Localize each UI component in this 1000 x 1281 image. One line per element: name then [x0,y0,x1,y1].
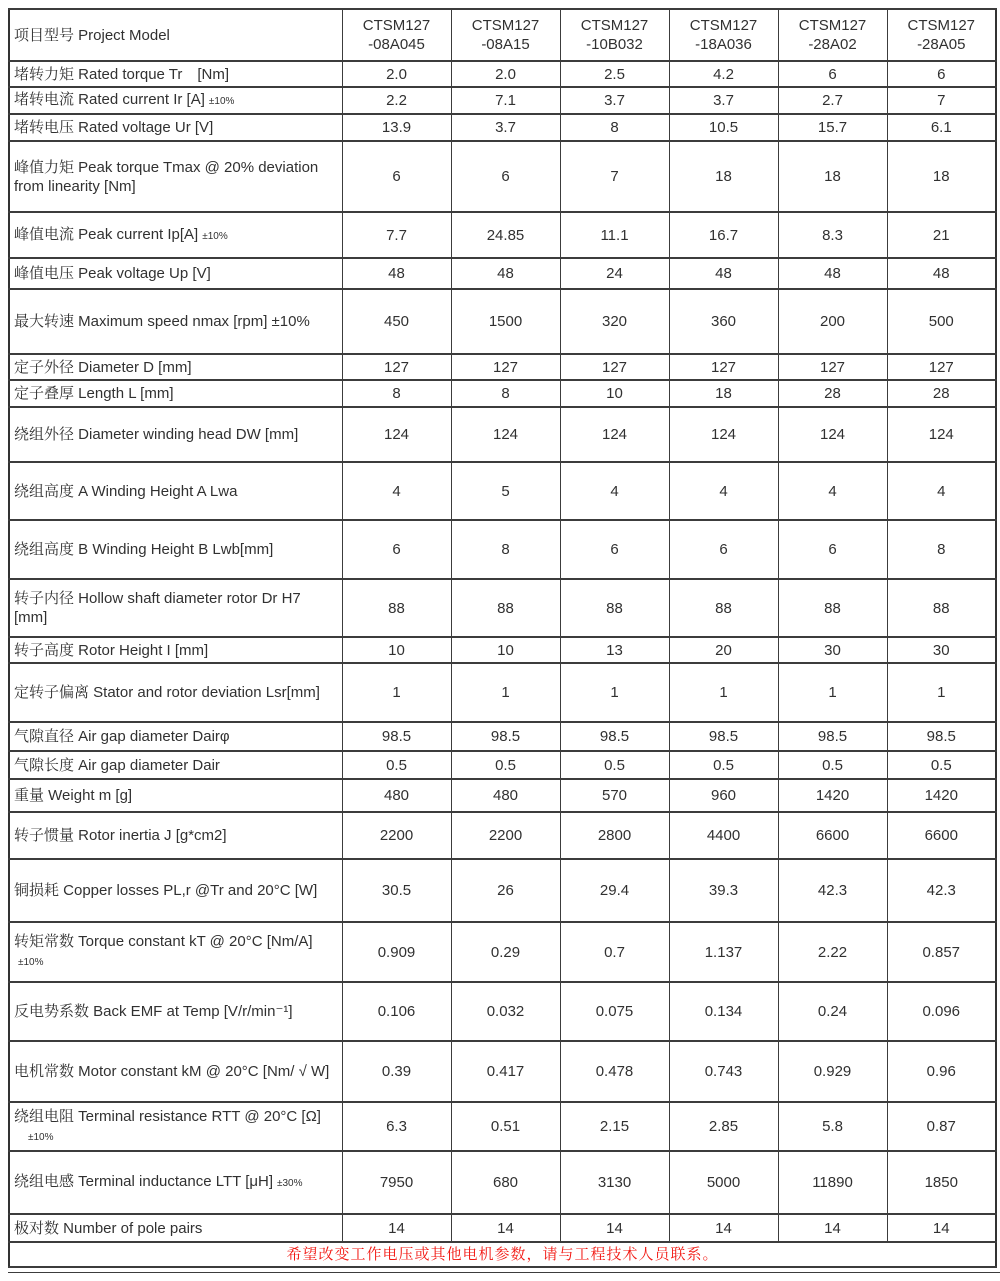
spec-value: 29.4 [560,859,669,922]
spec-value: 1 [342,663,451,722]
model-suffix: -18A036 [695,36,752,53]
spec-row [9,859,996,922]
project-model-header: 项目型号 Project Model [9,9,342,61]
model-suffix: -28A02 [808,36,857,53]
spec-value: 4 [560,462,669,520]
row-label-text: 定转子偏离 Stator and rotor deviation Lsr[mm] [14,684,320,701]
spec-row [9,579,996,637]
spec-row [9,663,996,722]
spec-value: 2.5 [560,61,669,87]
row-label-text: 定子外径 Diameter D [mm] [14,358,192,376]
spec-value: 0.5 [560,751,669,779]
spec-value: 28 [887,380,996,407]
row-label-text: 转矩常数 Torque constant kT @ 20°C [Nm/A] [14,933,313,950]
spec-value: 6 [560,520,669,579]
spec-value: 48 [669,258,778,289]
row-label-text: 气隙长度 Air gap diameter Dair [14,756,220,774]
spec-value: 18 [669,380,778,407]
spec-value: 26 [451,859,560,922]
spec-value: 0.909 [342,922,451,982]
spec-value: 1420 [887,779,996,812]
spec-value: 1850 [887,1151,996,1214]
spec-value: 0.5 [342,751,451,779]
spec-value: 0.5 [451,751,560,779]
row-label-text: 极对数 Number of pole pairs [14,1219,203,1237]
model-suffix: -08A045 [368,36,425,53]
spec-row [9,722,996,751]
model-suffix: -08A15 [481,36,530,53]
spec-row [9,212,996,258]
spec-row [9,289,996,354]
spec-value: 127 [778,354,887,380]
row-label-text: 转子内径 Hollow shaft diameter rotor Dr H7 [mm] [14,590,301,626]
motor-spec-table [8,8,997,1268]
spec-value: 8 [887,520,996,579]
spec-value: 18 [669,141,778,212]
spec-value: 16.7 [669,212,778,258]
spec-value: 0.5 [669,751,778,779]
row-label-text: 绕组高度 A Winding Height A Lwa [14,482,238,500]
spec-value: 1 [669,663,778,722]
row-label [9,779,342,812]
spec-value: 2.85 [669,1102,778,1151]
spec-value: 8 [451,380,560,407]
spec-value: 0.51 [451,1102,560,1151]
spec-value: 127 [887,354,996,380]
spec-value: 3130 [560,1151,669,1214]
spec-value: 88 [778,579,887,637]
spec-value: 6 [451,141,560,212]
row-label [9,1214,342,1242]
spec-row [9,87,996,114]
spec-value: 124 [342,407,451,462]
spec-value: 10 [451,637,560,663]
spec-value: 0.032 [451,982,560,1041]
spec-value: 6 [778,61,887,87]
row-label [9,141,342,212]
tolerance-note: ±10% [18,957,44,968]
spec-value: 48 [887,258,996,289]
spec-value: 127 [342,354,451,380]
spec-value: 3.7 [560,87,669,114]
spec-value: 98.5 [778,722,887,751]
spec-value: 88 [560,579,669,637]
row-label [9,61,342,87]
row-label [9,212,342,258]
model-name: CTSM127 [798,17,867,34]
spec-value: 6.3 [342,1102,451,1151]
spec-value: 88 [669,579,778,637]
spec-value: 1420 [778,779,887,812]
spec-value: 98.5 [669,722,778,751]
row-label-text: 铜损耗 Copper losses PL,r @Tr and 20°C [W] [14,882,318,899]
model-column-header [560,9,669,61]
row-label [9,407,342,462]
spec-value: 680 [451,1151,560,1214]
spec-value: 2200 [342,812,451,859]
row-label-text: 重量 Weight m [g] [14,787,133,804]
spec-value: 4400 [669,812,778,859]
model-column-header [887,9,996,61]
row-label [9,982,342,1041]
row-label-text: 堵转电流 Rated current Ir [A] [14,91,205,108]
spec-row [9,1151,996,1214]
row-label-text: 转子惯量 Rotor inertia J [g*cm2] [14,827,227,844]
spec-value: 14 [669,1214,778,1242]
spec-value: 0.29 [451,922,560,982]
row-label [9,579,342,637]
row-label-text: 堵转电压 Rated voltage Ur [V] [14,119,214,136]
spec-row [9,520,996,579]
spec-value: 127 [669,354,778,380]
spec-value: 6.1 [887,114,996,141]
spec-value: 7 [560,141,669,212]
row-label [9,462,342,520]
spec-value: 2.7 [778,87,887,114]
tolerance-note: ±10% [202,230,228,242]
spec-row [9,407,996,462]
row-label-text: 峰值电流 Peak current Ip[A] [14,225,199,243]
spec-row [9,637,996,663]
row-label [9,722,342,751]
spec-value: 0.743 [669,1041,778,1102]
spec-row [9,258,996,289]
spec-value: 1.137 [669,922,778,982]
spec-value: 6 [887,61,996,87]
spec-value: 0.87 [887,1102,996,1151]
spec-value: 1500 [451,289,560,354]
model-column-header [342,9,451,61]
row-label [9,289,342,354]
spec-value: 2.0 [342,61,451,87]
spec-value: 4 [778,462,887,520]
spec-row [9,1041,996,1102]
spec-value: 3.7 [669,87,778,114]
spec-value: 7 [887,87,996,114]
spec-value: 10.5 [669,114,778,141]
spec-value: 6 [778,520,887,579]
spec-row [9,1214,996,1242]
row-label-text: 反电势系数 Back EMF at Temp [V/r/min⁻¹] [14,1003,293,1020]
spec-value: 42.3 [778,859,887,922]
footer-row [9,1242,996,1267]
spec-value: 4.2 [669,61,778,87]
spec-value: 6 [342,520,451,579]
header-row [9,9,996,61]
row-label [9,637,342,663]
row-label [9,751,342,779]
row-label-text: 最大转速 Maximum speed nmax [rpm] ±10% [14,313,310,330]
spec-value: 13.9 [342,114,451,141]
spec-value: 8 [342,380,451,407]
spec-value: 18 [778,141,887,212]
spec-value: 28 [778,380,887,407]
spec-value: 4 [342,462,451,520]
model-name: CTSM127 [471,17,540,34]
spec-value: 1 [778,663,887,722]
row-label [9,1151,342,1214]
spec-value: 10 [560,380,669,407]
row-label [9,87,342,114]
spec-row [9,380,996,407]
spec-value: 0.096 [887,982,996,1041]
spec-value: 2200 [451,812,560,859]
spec-value: 450 [342,289,451,354]
row-label [9,812,342,859]
row-label-text: 绕组外径 Diameter winding head DW [mm] [14,426,299,443]
spec-value: 0.929 [778,1041,887,1102]
spec-row [9,1102,996,1151]
spec-rows [9,61,996,1242]
row-label [9,922,342,982]
spec-value: 6600 [778,812,887,859]
spec-value: 0.134 [669,982,778,1041]
spec-value: 15.7 [778,114,887,141]
spec-value: 2.15 [560,1102,669,1151]
spec-value: 13 [560,637,669,663]
spec-value: 124 [451,407,560,462]
row-label [9,520,342,579]
spec-value: 88 [342,579,451,637]
spec-value: 11.1 [560,212,669,258]
spec-value: 127 [451,354,560,380]
spec-value: 24.85 [451,212,560,258]
row-label-text: 峰值电压 Peak voltage Up [V] [14,265,211,282]
spec-value: 30.5 [342,859,451,922]
spec-value: 98.5 [887,722,996,751]
spec-value: 98.5 [451,722,560,751]
spec-row [9,114,996,141]
spec-value: 6 [669,520,778,579]
spec-value: 0.106 [342,982,451,1041]
spec-value: 124 [560,407,669,462]
spec-value: 124 [778,407,887,462]
spec-value: 98.5 [560,722,669,751]
spec-row [9,751,996,779]
row-label-text: 堵转力矩 Rated torque Tr [Nm] [14,65,230,83]
spec-value: 6 [342,141,451,212]
spec-value: 7.1 [451,87,560,114]
model-name: CTSM127 [689,17,758,34]
spec-row [9,141,996,212]
spec-value: 124 [887,407,996,462]
spec-value: 5.8 [778,1102,887,1151]
spec-row [9,354,996,380]
spec-row [9,922,996,982]
row-label [9,663,342,722]
row-label [9,354,342,380]
spec-value: 360 [669,289,778,354]
spec-value: 0.857 [887,922,996,982]
spec-value: 0.39 [342,1041,451,1102]
spec-row [9,982,996,1041]
model-name: CTSM127 [362,17,431,34]
spec-value: 48 [342,258,451,289]
row-label-text: 绕组高度 B Winding Height B Lwb[mm] [14,541,274,558]
spec-value: 20 [669,637,778,663]
spec-value: 2.22 [778,922,887,982]
row-label [9,859,342,922]
spec-value: 5000 [669,1151,778,1214]
spec-value: 10 [342,637,451,663]
model-suffix: -10B032 [586,36,643,53]
spec-row [9,812,996,859]
spec-row [9,462,996,520]
spec-value: 0.478 [560,1041,669,1102]
row-label-text: 气隙直径 Air gap diameter Dairφ [14,728,230,745]
spec-value: 124 [669,407,778,462]
spec-row [9,61,996,87]
spec-value: 0.075 [560,982,669,1041]
spec-value: 480 [451,779,560,812]
tolerance-note: ±10% [208,96,235,107]
spec-value: 0.7 [560,922,669,982]
spec-value: 2800 [560,812,669,859]
spec-value: 127 [560,354,669,380]
model-suffix: -28A05 [917,36,966,53]
spec-value: 39.3 [669,859,778,922]
spec-value: 21 [887,212,996,258]
spec-value: 42.3 [887,859,996,922]
spec-value: 0.417 [451,1041,560,1102]
spec-value: 11890 [778,1151,887,1214]
spec-value: 4 [669,462,778,520]
spec-value: 320 [560,289,669,354]
row-label-text: 峰值力矩 Peak torque Tmax @ 20% deviation from linearity [Nm] [14,158,319,195]
row-label-text: 定子叠厚 Length L [mm] [14,385,174,402]
spec-value: 14 [778,1214,887,1242]
spec-value: 8.3 [778,212,887,258]
spec-value: 8 [560,114,669,141]
spec-value: 2.2 [342,87,451,114]
spec-value: 5 [451,462,560,520]
bottom-rule [8,1272,1000,1273]
spec-value: 48 [451,258,560,289]
spec-value: 1 [451,663,560,722]
row-label-text: 电机常数 Motor constant kM @ 20°C [Nm/ √ W] [14,1063,330,1080]
spec-value: 30 [778,637,887,663]
row-label-text: 转子高度 Rotor Height I [mm] [14,641,209,659]
spec-value: 14 [342,1214,451,1242]
spec-value: 3.7 [451,114,560,141]
spec-value: 0.24 [778,982,887,1041]
spec-value: 960 [669,779,778,812]
spec-value: 6600 [887,812,996,859]
spec-value: 88 [451,579,560,637]
spec-value: 4 [887,462,996,520]
spec-value: 98.5 [342,722,451,751]
spec-value: 7950 [342,1151,451,1214]
spec-value: 30 [887,637,996,663]
spec-value: 14 [887,1214,996,1242]
spec-value: 1 [560,663,669,722]
row-label-text: 绕组电阻 Terminal resistance RTT @ 20°C [Ω] [14,1107,321,1125]
spec-value: 0.96 [887,1041,996,1102]
spec-value: 7.7 [342,212,451,258]
spec-value: 2.0 [451,61,560,87]
spec-value: 14 [560,1214,669,1242]
model-name: CTSM127 [907,17,976,34]
model-column-header [451,9,560,61]
spec-value: 0.5 [778,751,887,779]
spec-value: 24 [560,258,669,289]
spec-value: 48 [778,258,887,289]
spec-value: 200 [778,289,887,354]
row-label [9,1041,342,1102]
row-label [9,1102,342,1151]
contact-note: 希望改变工作电压或其他电机参数，请与工程技术人员联系。 [9,1242,996,1267]
row-label-text: 绕组电感 Terminal inductance LTT [μH] [14,1173,273,1190]
tolerance-note: ±10% [28,1131,54,1143]
row-label [9,114,342,141]
spec-value: 18 [887,141,996,212]
model-name: CTSM127 [580,17,649,34]
spec-value: 8 [451,520,560,579]
spec-value: 1 [887,663,996,722]
row-label [9,258,342,289]
spec-value: 0.5 [887,751,996,779]
spec-row [9,779,996,812]
spec-value: 500 [887,289,996,354]
spec-value: 88 [887,579,996,637]
model-column-header [669,9,778,61]
spec-value: 480 [342,779,451,812]
model-column-header [778,9,887,61]
tolerance-note: ±30% [277,1178,303,1189]
spec-value: 570 [560,779,669,812]
spec-value: 14 [451,1214,560,1242]
row-label [9,380,342,407]
